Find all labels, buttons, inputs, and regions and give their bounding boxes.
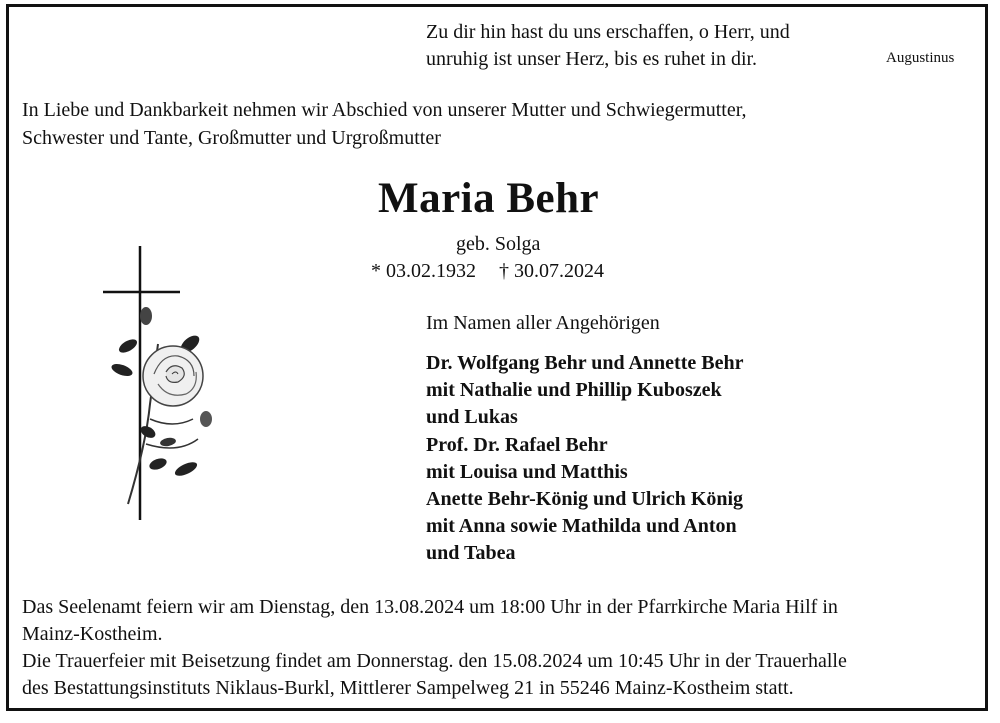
mourner-line: und Lukas — [426, 406, 518, 429]
birth-date: * 03.02.1932 — [371, 260, 476, 282]
quote-author: Augustinus — [886, 50, 955, 66]
deceased-name: Maria Behr — [378, 175, 600, 222]
cross-rose-icon — [98, 244, 228, 524]
intro-line: Schwester und Tante, Großmutter und Urgroßmutter — [22, 127, 441, 149]
quote-line: Zu dir hin hast du uns erschaffen, o Herr, und — [426, 21, 790, 43]
service-line: Die Trauerfeier mit Beisetzung findet am Donnerstag. den 15.08.2024 um 10:45 Uhr in der Trauerhalle — [22, 650, 847, 672]
mourners-heading: Im Namen aller Angehörigen — [426, 312, 660, 334]
intro-text — [22, 96, 747, 152]
mourner-line: und Tabea — [426, 542, 516, 565]
mourner-line: Prof. Dr. Rafael Behr — [426, 433, 608, 456]
service-line: Das Seelenamt feiern wir am Dienstag, den 13.08.2024 um 18:00 Uhr in der Pfarrkirche Maria Hilf in — [22, 596, 838, 618]
quote-line: unruhig ist unser Herz, bis es ruhet in dir. — [426, 48, 758, 70]
mourner-line: mit Louisa und Matthis — [426, 460, 628, 483]
birth-name: geb. Solga — [456, 233, 541, 255]
service-line: des Bestattungsinstituts Niklaus-Burkl, Mittlerer Sampelweg 21 in 55246 Mainz-Kostheim statt. — [22, 677, 794, 699]
mourners-list — [426, 350, 743, 568]
life-dates — [371, 260, 604, 283]
death-date: † 30.07.2024 — [499, 260, 604, 282]
intro-line: In Liebe und Dankbarkeit nehmen wir Abschied von unserer Mutter und Schwiegermutter, — [22, 99, 747, 121]
mourner-line: mit Anna sowie Mathilda und Anton — [426, 515, 737, 538]
service-line: Mainz-Kostheim. — [22, 623, 163, 645]
mourner-line: Dr. Wolfgang Behr und Annette Behr — [426, 352, 744, 374]
mourner-line: mit Nathalie und Phillip Kuboszek — [426, 379, 722, 402]
epigraph-quote — [426, 19, 790, 73]
service-details — [22, 594, 847, 702]
mourner-line: Anette Behr-König und Ulrich König — [426, 488, 744, 511]
